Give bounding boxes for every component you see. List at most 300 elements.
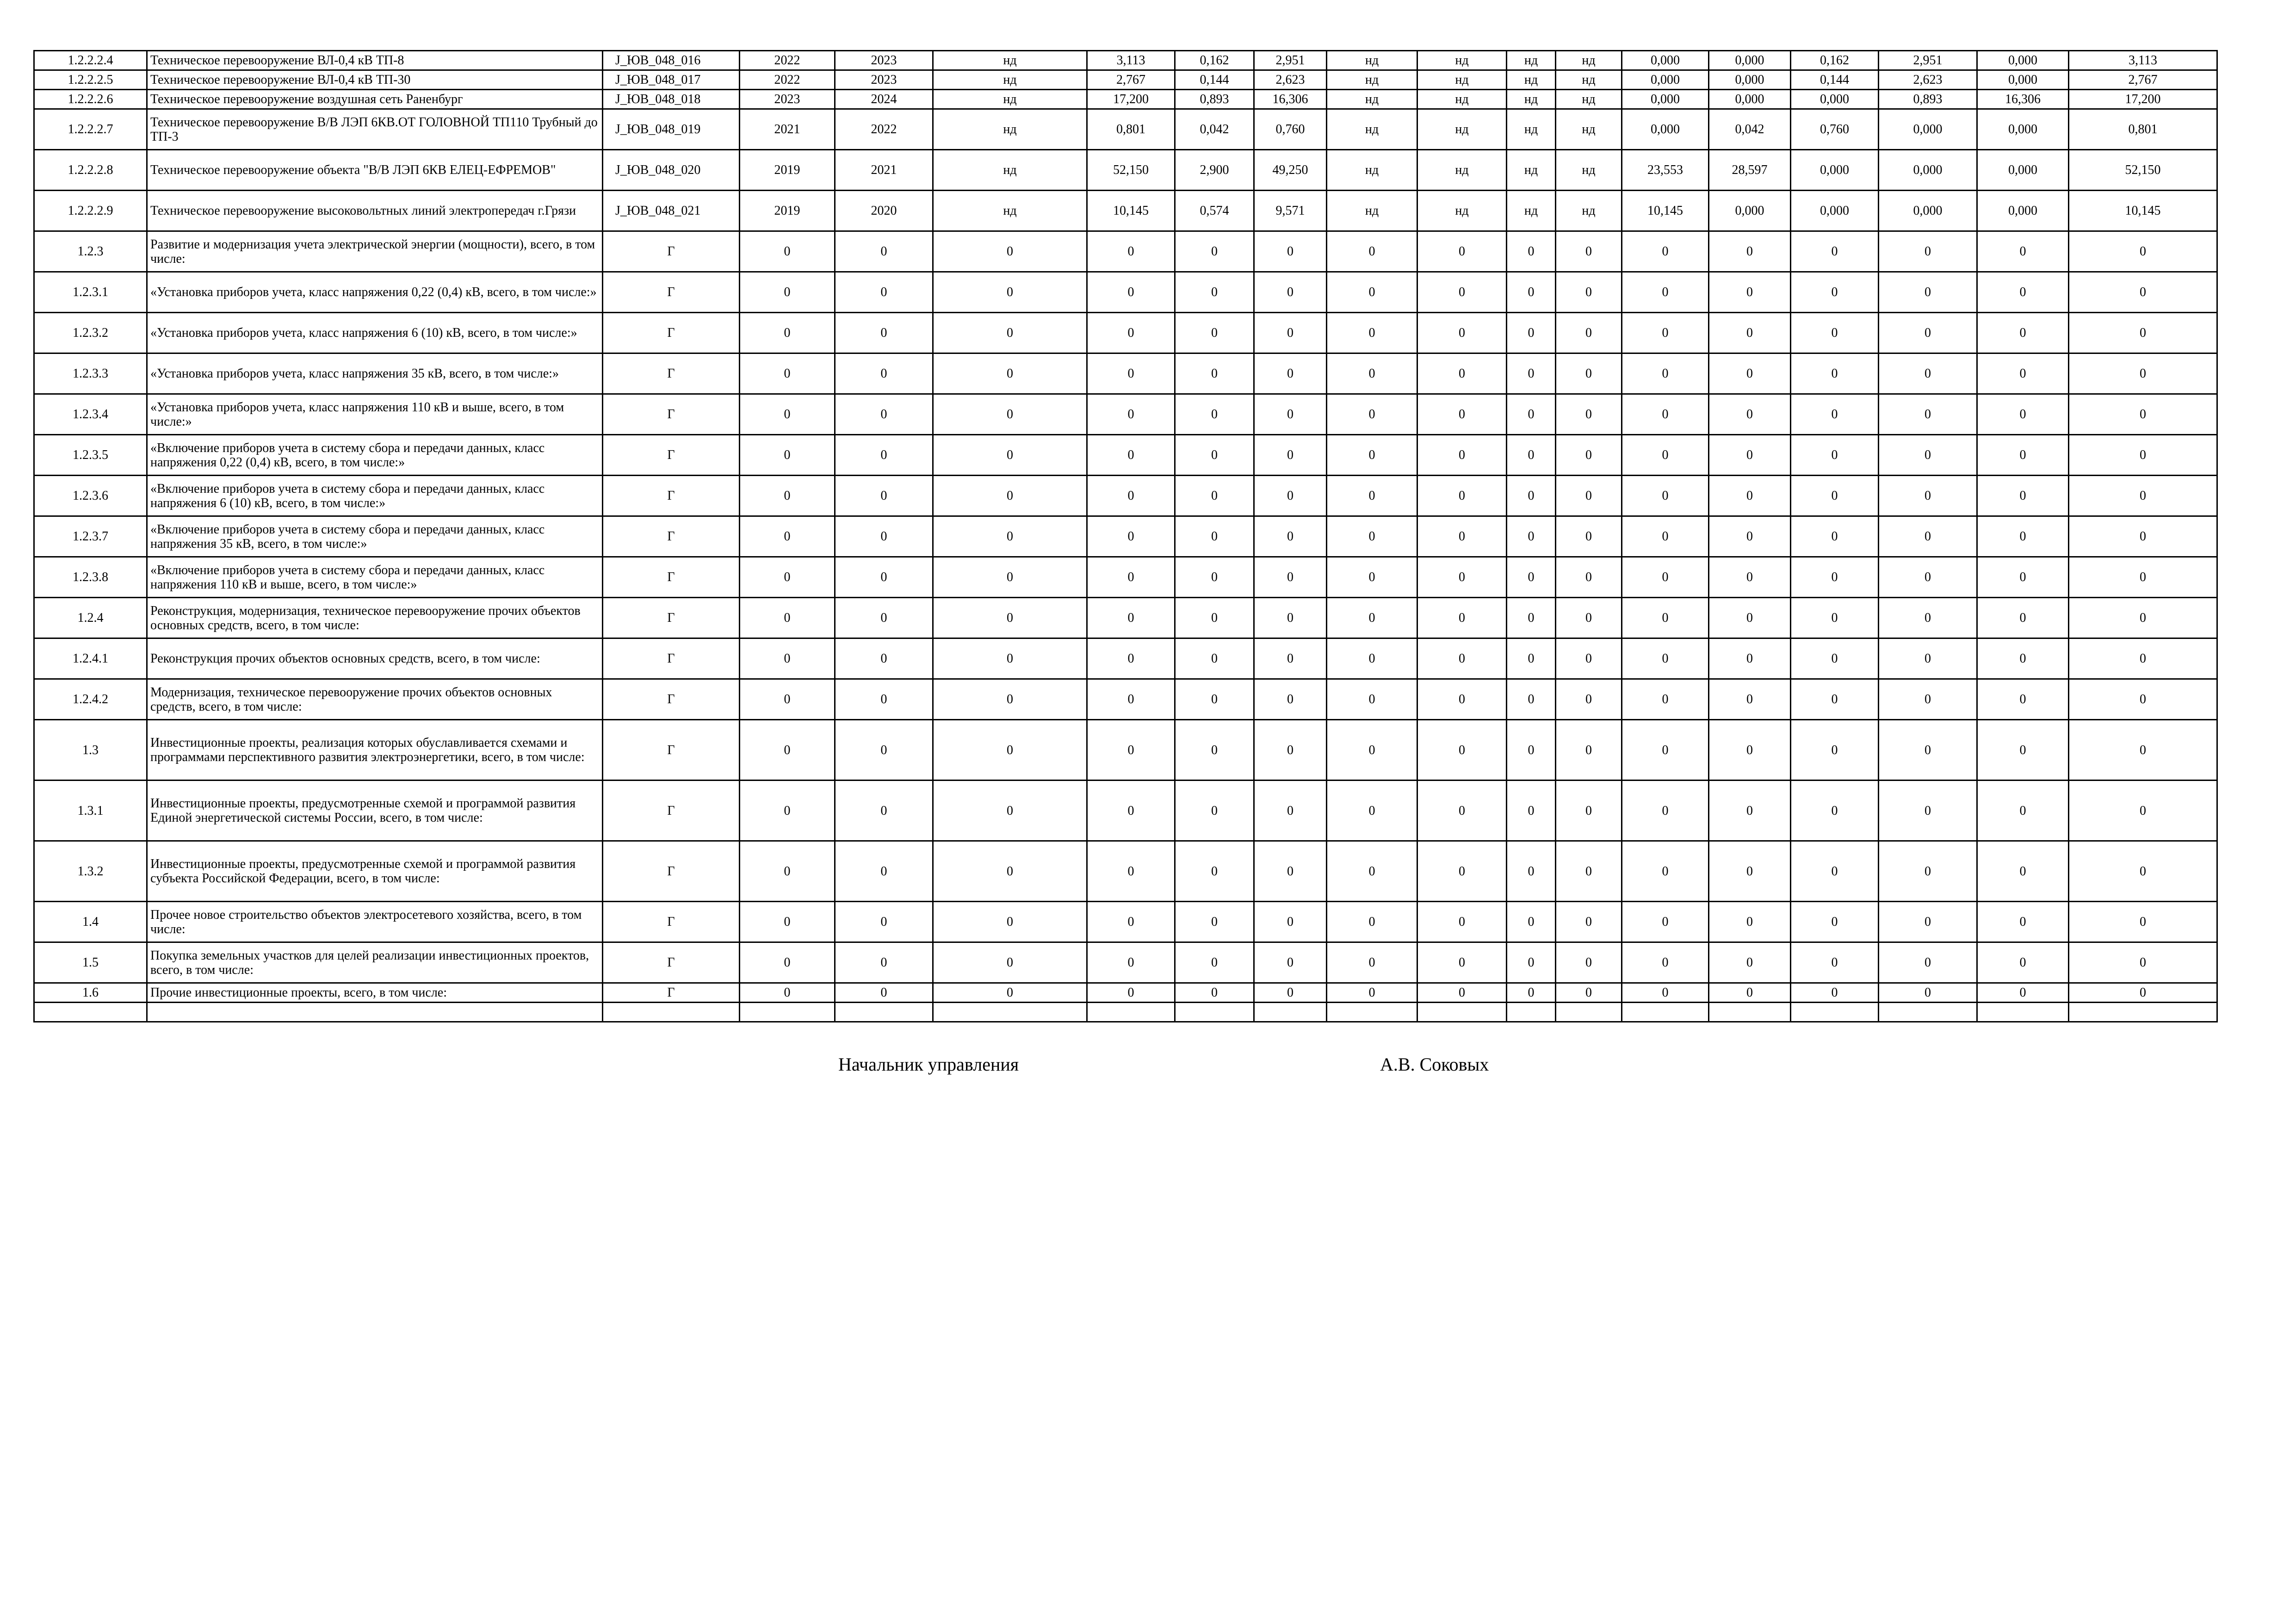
value-cell-c12: 0	[1709, 394, 1791, 435]
value-cell-c8: 0	[1417, 598, 1507, 638]
value-cell-c4: 3,113	[1087, 51, 1175, 70]
value-cell-c2: 2023	[835, 51, 933, 70]
value-cell-c13: 0	[1791, 983, 1879, 1003]
value-cell-c6: 0	[1254, 516, 1327, 557]
project-name-cell: Инвестиционные проекты, предусмотренные схемой и программой развития Единой энергетической системы России, всего, в том числе:	[147, 781, 603, 841]
value-cell-c9: нд	[1507, 150, 1556, 191]
value-cell-c5: 0,574	[1175, 191, 1254, 231]
value-cell-c15: 0,000	[1977, 109, 2069, 150]
value-cell-c3: 0	[933, 638, 1087, 679]
value-cell-c2: 2021	[835, 150, 933, 191]
value-cell-c13: 0	[1791, 394, 1879, 435]
value-cell-c3: 0	[933, 394, 1087, 435]
value-cell-c11: 23,553	[1622, 150, 1709, 191]
row-number-cell: 1.2.4.1	[34, 638, 147, 679]
project-code-cell: J_ЮВ_048_019	[603, 109, 740, 150]
value-cell-c4: 0	[1087, 516, 1175, 557]
project-code-cell: Г	[603, 781, 740, 841]
project-code-cell: J_ЮВ_048_018	[603, 90, 740, 109]
value-cell-c2: 0	[835, 902, 933, 942]
project-name-cell: Инвестиционные проекты, реализация которых обуславливается схемами и программами перспективного развития электроэнергетики, всего, в том числе:	[147, 720, 603, 781]
value-cell-c3: нд	[933, 90, 1087, 109]
value-cell-c15: 0	[1977, 394, 2069, 435]
value-cell-c8: 0	[1417, 272, 1507, 313]
value-cell-c2: 0	[835, 516, 933, 557]
value-cell-c4: 0,801	[1087, 109, 1175, 150]
value-cell-c12: 0	[1709, 942, 1791, 983]
value-cell-c8: 0	[1417, 353, 1507, 394]
value-cell-c2: 0	[835, 231, 933, 272]
value-cell-c9: 0	[1507, 272, 1556, 313]
table-row	[34, 557, 2217, 598]
value-cell-c3: нд	[933, 150, 1087, 191]
value-cell-c14: 0	[1879, 313, 1977, 353]
value-cell-c11: 0,000	[1622, 70, 1709, 90]
value-cell-c4: 0	[1087, 435, 1175, 476]
value-cell-c2: 2024	[835, 90, 933, 109]
value-cell-c11: 0	[1622, 231, 1709, 272]
value-cell-c4: 2,767	[1087, 70, 1175, 90]
value-cell-c1: 0	[740, 598, 835, 638]
value-cell-c6: 0	[1254, 841, 1327, 902]
value-cell-c1: 0	[740, 679, 835, 720]
value-cell-c12: 0	[1709, 435, 1791, 476]
project-name-cell: Техническое перевооружение ВЛ-0,4 кВ ТП-8	[147, 51, 603, 70]
value-cell-c12: 0,000	[1709, 191, 1791, 231]
row-number-cell: 1.2.2.2.7	[34, 109, 147, 150]
value-cell-c7: 0	[1327, 942, 1417, 983]
value-cell-c14: 0	[1879, 720, 1977, 781]
value-cell-c12: 0	[1709, 272, 1791, 313]
value-cell-c7: 0	[1327, 516, 1417, 557]
value-cell-c7: 0	[1327, 435, 1417, 476]
value-cell-c12: 0	[1709, 679, 1791, 720]
project-name-cell: Реконструкция прочих объектов основных средств, всего, в том числе:	[147, 638, 603, 679]
value-cell-c1: 2022	[740, 51, 835, 70]
value-cell-c12: 0	[1709, 313, 1791, 353]
signature-name: А.В. Соковых	[1380, 1054, 1489, 1075]
project-code-cell: Г	[603, 942, 740, 983]
project-name-cell: Прочее новое строительство объектов электросетевого хозяйства, всего, в том числе:	[147, 902, 603, 942]
empty-cell	[1507, 1003, 1556, 1022]
empty-cell	[1622, 1003, 1709, 1022]
value-cell-c9: 0	[1507, 557, 1556, 598]
value-cell-c8: нд	[1417, 150, 1507, 191]
value-cell-c3: 0	[933, 353, 1087, 394]
value-cell-c2: 2023	[835, 70, 933, 90]
value-cell-c12: 0	[1709, 353, 1791, 394]
value-cell-c10: 0	[1556, 679, 1622, 720]
value-cell-c5: 0	[1175, 983, 1254, 1003]
value-cell-c7: нд	[1327, 90, 1417, 109]
value-cell-c8: 0	[1417, 841, 1507, 902]
value-cell-c9: 0	[1507, 598, 1556, 638]
value-cell-c9: 0	[1507, 516, 1556, 557]
value-cell-c5: 0	[1175, 435, 1254, 476]
value-cell-c7: нд	[1327, 150, 1417, 191]
value-cell-c2: 0	[835, 983, 933, 1003]
value-cell-c15: 0	[1977, 272, 2069, 313]
row-number-cell: 1.2.4	[34, 598, 147, 638]
empty-cell	[933, 1003, 1087, 1022]
value-cell-c11: 0	[1622, 638, 1709, 679]
empty-cell	[2069, 1003, 2217, 1022]
value-cell-c6: 0	[1254, 353, 1327, 394]
row-number-cell: 1.2.3.3	[34, 353, 147, 394]
value-cell-c5: 0,042	[1175, 109, 1254, 150]
value-cell-c5: 0	[1175, 841, 1254, 902]
value-cell-c9: 0	[1507, 942, 1556, 983]
value-cell-c15: 0	[1977, 942, 2069, 983]
value-cell-c4: 0	[1087, 394, 1175, 435]
value-cell-c4: 0	[1087, 557, 1175, 598]
value-cell-c16: 0	[2069, 942, 2217, 983]
value-cell-c7: нд	[1327, 51, 1417, 70]
value-cell-c6: 0	[1254, 435, 1327, 476]
value-cell-c6: 0	[1254, 394, 1327, 435]
table-row	[34, 191, 2217, 231]
value-cell-c9: 0	[1507, 435, 1556, 476]
value-cell-c5: 0,162	[1175, 51, 1254, 70]
value-cell-c8: 0	[1417, 476, 1507, 516]
value-cell-c3: 0	[933, 781, 1087, 841]
row-number-cell: 1.2.3.2	[34, 313, 147, 353]
project-code-cell: Г	[603, 394, 740, 435]
value-cell-c7: 0	[1327, 598, 1417, 638]
value-cell-c5: 0,144	[1175, 70, 1254, 90]
value-cell-c2: 0	[835, 679, 933, 720]
value-cell-c13: 0	[1791, 598, 1879, 638]
value-cell-c15: 0	[1977, 231, 2069, 272]
project-code-cell: Г	[603, 598, 740, 638]
value-cell-c1: 0	[740, 394, 835, 435]
value-cell-c2: 0	[835, 435, 933, 476]
value-cell-c9: нд	[1507, 109, 1556, 150]
value-cell-c13: 0	[1791, 720, 1879, 781]
value-cell-c5: 0	[1175, 781, 1254, 841]
value-cell-c8: 0	[1417, 516, 1507, 557]
project-code-cell: Г	[603, 313, 740, 353]
table-row	[34, 90, 2217, 109]
value-cell-c11: 0	[1622, 516, 1709, 557]
value-cell-c1: 2019	[740, 150, 835, 191]
value-cell-c4: 0	[1087, 272, 1175, 313]
project-name-cell: «Включение приборов учета в систему сбора и передачи данных, класс напряжения 35 кВ, всего, в том числе:»	[147, 516, 603, 557]
value-cell-c6: 0,760	[1254, 109, 1327, 150]
project-name-cell: Развитие и модернизация учета электрической энергии (мощности), всего, в том числе:	[147, 231, 603, 272]
row-number-cell: 1.6	[34, 983, 147, 1003]
value-cell-c11: 10,145	[1622, 191, 1709, 231]
value-cell-c1: 0	[740, 983, 835, 1003]
value-cell-c5: 2,900	[1175, 150, 1254, 191]
value-cell-c14: 0,000	[1879, 191, 1977, 231]
value-cell-c2: 0	[835, 557, 933, 598]
value-cell-c11: 0	[1622, 272, 1709, 313]
value-cell-c2: 0	[835, 720, 933, 781]
value-cell-c16: 0	[2069, 435, 2217, 476]
value-cell-c13: 0	[1791, 781, 1879, 841]
value-cell-c16: 52,150	[2069, 150, 2217, 191]
value-cell-c13: 0	[1791, 942, 1879, 983]
value-cell-c10: 0	[1556, 353, 1622, 394]
table-row	[34, 679, 2217, 720]
value-cell-c15: 0	[1977, 353, 2069, 394]
value-cell-c16: 3,113	[2069, 51, 2217, 70]
value-cell-c1: 0	[740, 902, 835, 942]
value-cell-c5: 0	[1175, 272, 1254, 313]
value-cell-c4: 0	[1087, 476, 1175, 516]
value-cell-c6: 9,571	[1254, 191, 1327, 231]
value-cell-c6: 0	[1254, 781, 1327, 841]
value-cell-c16: 0	[2069, 720, 2217, 781]
project-code-cell: J_ЮВ_048_021	[603, 191, 740, 231]
value-cell-c6: 0	[1254, 679, 1327, 720]
value-cell-c1: 0	[740, 841, 835, 902]
value-cell-c8: нд	[1417, 51, 1507, 70]
value-cell-c8: 0	[1417, 394, 1507, 435]
value-cell-c7: 0	[1327, 353, 1417, 394]
value-cell-c14: 0	[1879, 435, 1977, 476]
row-number-cell: 1.2.3	[34, 231, 147, 272]
empty-table-row	[34, 1003, 2217, 1022]
value-cell-c13: 0	[1791, 435, 1879, 476]
value-cell-c5: 0	[1175, 394, 1254, 435]
value-cell-c2: 2022	[835, 109, 933, 150]
value-cell-c11: 0	[1622, 902, 1709, 942]
project-code-cell: Г	[603, 476, 740, 516]
value-cell-c2: 0	[835, 781, 933, 841]
value-cell-c7: 0	[1327, 231, 1417, 272]
project-code-cell: Г	[603, 638, 740, 679]
value-cell-c2: 0	[835, 394, 933, 435]
value-cell-c3: нд	[933, 109, 1087, 150]
table-row	[34, 841, 2217, 902]
value-cell-c12: 0	[1709, 638, 1791, 679]
value-cell-c9: 0	[1507, 476, 1556, 516]
value-cell-c11: 0,000	[1622, 109, 1709, 150]
value-cell-c13: 0	[1791, 679, 1879, 720]
project-name-cell: «Установка приборов учета, класс напряжения 35 кВ, всего, в том числе:»	[147, 353, 603, 394]
value-cell-c12: 0	[1709, 902, 1791, 942]
value-cell-c8: 0	[1417, 231, 1507, 272]
value-cell-c11: 0,000	[1622, 90, 1709, 109]
value-cell-c9: 0	[1507, 902, 1556, 942]
value-cell-c9: 0	[1507, 353, 1556, 394]
value-cell-c2: 0	[835, 313, 933, 353]
project-code-cell: Г	[603, 983, 740, 1003]
value-cell-c15: 0	[1977, 516, 2069, 557]
project-name-cell: Покупка земельных участков для целей реализации инвестиционных проектов, всего, в том числе:	[147, 942, 603, 983]
empty-cell	[1709, 1003, 1791, 1022]
value-cell-c14: 0	[1879, 231, 1977, 272]
value-cell-c14: 0	[1879, 476, 1977, 516]
value-cell-c7: 0	[1327, 272, 1417, 313]
row-number-cell: 1.2.2.2.8	[34, 150, 147, 191]
table-row	[34, 51, 2217, 70]
value-cell-c14: 0,000	[1879, 109, 1977, 150]
value-cell-c14: 0	[1879, 942, 1977, 983]
project-name-cell: Прочие инвестиционные проекты, всего, в том числе:	[147, 983, 603, 1003]
empty-cell	[603, 1003, 740, 1022]
table-row	[34, 394, 2217, 435]
value-cell-c16: 0	[2069, 516, 2217, 557]
project-name-cell: «Установка приборов учета, класс напряжения 0,22 (0,4) кВ, всего, в том числе:»	[147, 272, 603, 313]
value-cell-c12: 0,042	[1709, 109, 1791, 150]
value-cell-c8: 0	[1417, 983, 1507, 1003]
value-cell-c10: 0	[1556, 983, 1622, 1003]
project-code-cell: Г	[603, 516, 740, 557]
value-cell-c12: 0	[1709, 231, 1791, 272]
project-code-cell: Г	[603, 679, 740, 720]
value-cell-c9: 0	[1507, 841, 1556, 902]
value-cell-c13: 0,000	[1791, 191, 1879, 231]
value-cell-c13: 0	[1791, 313, 1879, 353]
value-cell-c3: нд	[933, 191, 1087, 231]
table-body	[34, 51, 2217, 1022]
value-cell-c14: 0	[1879, 983, 1977, 1003]
table-row	[34, 598, 2217, 638]
value-cell-c8: 0	[1417, 313, 1507, 353]
project-name-cell: Техническое перевооружение объекта "В/В ЛЭП 6КВ ЕЛЕЦ-ЕФРЕМОВ"	[147, 150, 603, 191]
value-cell-c3: нд	[933, 51, 1087, 70]
project-code-cell: Г	[603, 272, 740, 313]
value-cell-c3: 0	[933, 942, 1087, 983]
value-cell-c15: 0	[1977, 720, 2069, 781]
project-name-cell: Инвестиционные проекты, предусмотренные схемой и программой развития субъекта Российской Федерации, всего, в том числе:	[147, 841, 603, 902]
value-cell-c16: 0	[2069, 638, 2217, 679]
value-cell-c5: 0	[1175, 598, 1254, 638]
value-cell-c6: 0	[1254, 557, 1327, 598]
value-cell-c1: 2022	[740, 70, 835, 90]
empty-cell	[1254, 1003, 1327, 1022]
value-cell-c16: 0	[2069, 557, 2217, 598]
value-cell-c4: 0	[1087, 942, 1175, 983]
value-cell-c1: 0	[740, 272, 835, 313]
value-cell-c11: 0	[1622, 313, 1709, 353]
value-cell-c14: 0,893	[1879, 90, 1977, 109]
table-row	[34, 231, 2217, 272]
value-cell-c16: 0	[2069, 231, 2217, 272]
value-cell-c8: 0	[1417, 557, 1507, 598]
project-name-cell: Техническое перевооружение воздушная сеть Раненбург	[147, 90, 603, 109]
value-cell-c16: 2,767	[2069, 70, 2217, 90]
project-code-cell: Г	[603, 353, 740, 394]
value-cell-c10: 0	[1556, 313, 1622, 353]
value-cell-c16: 0	[2069, 313, 2217, 353]
value-cell-c10: 0	[1556, 516, 1622, 557]
value-cell-c9: 0	[1507, 679, 1556, 720]
value-cell-c5: 0	[1175, 942, 1254, 983]
empty-cell	[835, 1003, 933, 1022]
row-number-cell: 1.2.4.2	[34, 679, 147, 720]
value-cell-c4: 0	[1087, 841, 1175, 902]
row-number-cell: 1.3.1	[34, 781, 147, 841]
value-cell-c4: 0	[1087, 598, 1175, 638]
value-cell-c2: 0	[835, 476, 933, 516]
value-cell-c14: 0	[1879, 557, 1977, 598]
value-cell-c4: 0	[1087, 679, 1175, 720]
value-cell-c9: 0	[1507, 720, 1556, 781]
empty-cell	[1556, 1003, 1622, 1022]
value-cell-c12: 0	[1709, 720, 1791, 781]
value-cell-c14: 0	[1879, 394, 1977, 435]
value-cell-c8: нд	[1417, 109, 1507, 150]
value-cell-c7: 0	[1327, 902, 1417, 942]
value-cell-c15: 0	[1977, 598, 2069, 638]
value-cell-c10: 0	[1556, 942, 1622, 983]
value-cell-c7: 0	[1327, 638, 1417, 679]
empty-cell	[740, 1003, 835, 1022]
value-cell-c3: 0	[933, 720, 1087, 781]
value-cell-c10: 0	[1556, 902, 1622, 942]
project-code-cell: Г	[603, 720, 740, 781]
value-cell-c16: 0	[2069, 902, 2217, 942]
empty-cell	[1879, 1003, 1977, 1022]
value-cell-c3: 0	[933, 841, 1087, 902]
value-cell-c14: 0	[1879, 638, 1977, 679]
value-cell-c10: 0	[1556, 394, 1622, 435]
value-cell-c12: 0	[1709, 781, 1791, 841]
project-code-cell: J_ЮВ_048_020	[603, 150, 740, 191]
value-cell-c5: 0	[1175, 638, 1254, 679]
value-cell-c12: 28,597	[1709, 150, 1791, 191]
value-cell-c1: 2021	[740, 109, 835, 150]
empty-cell	[1791, 1003, 1879, 1022]
value-cell-c11: 0	[1622, 983, 1709, 1003]
value-cell-c14: 0	[1879, 902, 1977, 942]
value-cell-c5: 0	[1175, 516, 1254, 557]
value-cell-c6: 0	[1254, 313, 1327, 353]
value-cell-c7: 0	[1327, 679, 1417, 720]
value-cell-c1: 0	[740, 313, 835, 353]
value-cell-c5: 0	[1175, 720, 1254, 781]
value-cell-c15: 0,000	[1977, 150, 2069, 191]
value-cell-c9: 0	[1507, 313, 1556, 353]
value-cell-c1: 2023	[740, 90, 835, 109]
value-cell-c15: 0,000	[1977, 191, 2069, 231]
value-cell-c11: 0,000	[1622, 51, 1709, 70]
value-cell-c7: 0	[1327, 313, 1417, 353]
value-cell-c13: 0	[1791, 841, 1879, 902]
value-cell-c6: 0	[1254, 272, 1327, 313]
value-cell-c10: 0	[1556, 272, 1622, 313]
project-code-cell: Г	[603, 435, 740, 476]
value-cell-c5: 0	[1175, 313, 1254, 353]
value-cell-c15: 0,000	[1977, 51, 2069, 70]
value-cell-c14: 2,623	[1879, 70, 1977, 90]
value-cell-c4: 0	[1087, 720, 1175, 781]
signature-position: Начальник управления	[838, 1054, 1019, 1075]
value-cell-c12: 0	[1709, 557, 1791, 598]
empty-cell	[34, 1003, 147, 1022]
value-cell-c15: 0	[1977, 638, 2069, 679]
value-cell-c4: 0	[1087, 781, 1175, 841]
row-number-cell: 1.2.3.8	[34, 557, 147, 598]
value-cell-c8: 0	[1417, 942, 1507, 983]
value-cell-c13: 0	[1791, 476, 1879, 516]
project-name-cell: Техническое перевооружение высоковольтных линий электропередач г.Грязи	[147, 191, 603, 231]
value-cell-c3: 0	[933, 902, 1087, 942]
value-cell-c2: 0	[835, 942, 933, 983]
value-cell-c6: 49,250	[1254, 150, 1327, 191]
value-cell-c3: 0	[933, 435, 1087, 476]
value-cell-c3: 0	[933, 679, 1087, 720]
value-cell-c14: 0	[1879, 272, 1977, 313]
value-cell-c11: 0	[1622, 476, 1709, 516]
value-cell-c1: 2019	[740, 191, 835, 231]
value-cell-c6: 2,623	[1254, 70, 1327, 90]
row-number-cell: 1.5	[34, 942, 147, 983]
